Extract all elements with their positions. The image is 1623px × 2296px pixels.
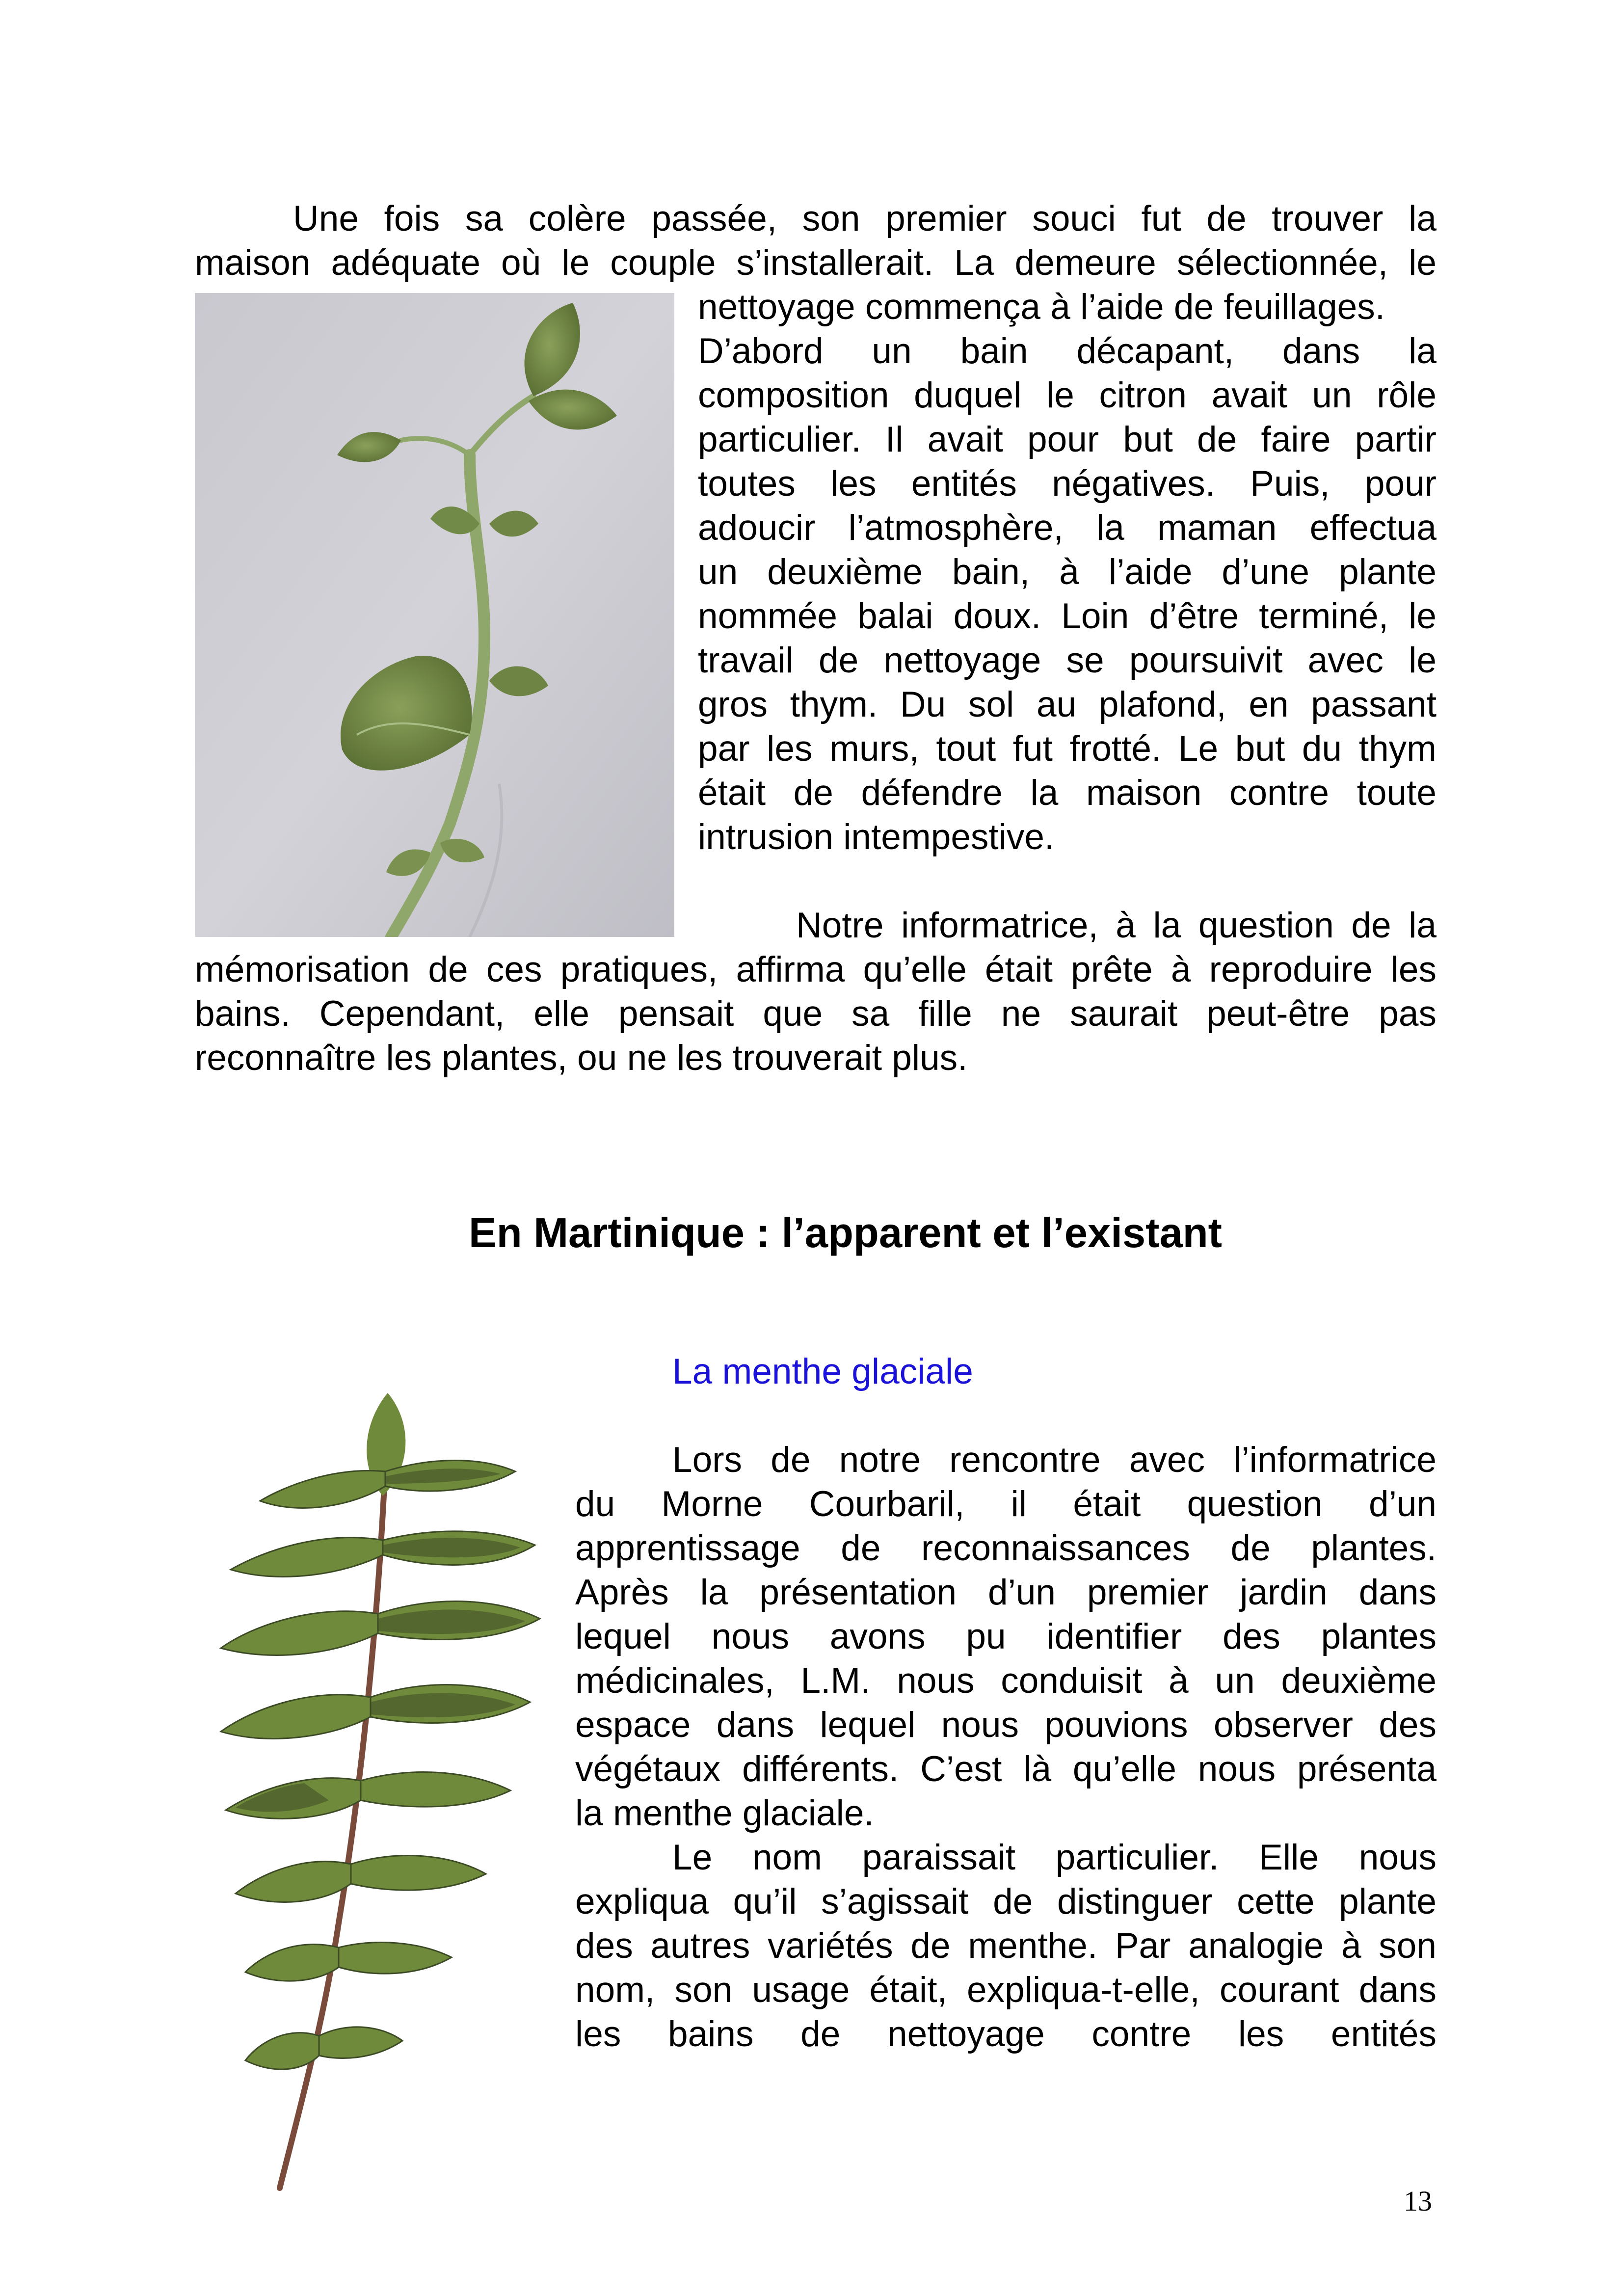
- p1-line-2: maison adéquate où le couple s’installerait. La demeure sélectionnée, le: [195, 243, 1437, 283]
- photo-leafy-sprig: [195, 293, 674, 937]
- p1-line-4: D’abord un bain décapant, dans la: [698, 331, 1437, 371]
- p2-line-2: mémorisation de ces pratiques, affirma qu’elle était prête à reproduire les: [195, 950, 1437, 989]
- p1-line-9: un deuxième bain, à l’aide d’une plante: [698, 552, 1437, 592]
- p1-line-1: Une fois sa colère passée, son premier souci fut de trouver la: [293, 199, 1437, 239]
- p3-line-1: Lors de notre rencontre avec l’informatrice: [672, 1440, 1437, 1480]
- p3-line-5: lequel nous avons pu identifier des plantes: [575, 1617, 1437, 1656]
- p1-line-6: particulier. Il avait pour but de faire partir: [698, 420, 1437, 459]
- p1-line-14: était de défendre la maison contre toute: [698, 773, 1437, 813]
- p3-line-7: espace dans lequel nous pouvions observer des: [575, 1705, 1437, 1745]
- photo-menthe-glaciale: [216, 1383, 550, 2193]
- p3-line-3: apprentissage de reconnaissances de plantes.: [575, 1528, 1437, 1568]
- p1-line-5: composition duquel le citron avait un rôle: [698, 375, 1437, 415]
- subsection-heading: La menthe glaciale: [672, 1352, 973, 1391]
- p3-line-2: du Morne Courbaril, il était question d’un: [575, 1484, 1437, 1524]
- p1-line-12: gros thym. Du sol au plafond, en passant: [698, 685, 1437, 724]
- p1-line-13: par les murs, tout fut frotté. Le but du thym: [698, 729, 1437, 769]
- p1-line-10: nommée balai doux. Loin d’être terminé, le: [698, 596, 1437, 636]
- p4-line-1: Le nom paraissait particulier. Elle nous: [672, 1838, 1437, 1877]
- p3-line-4: Après la présentation d’un premier jardin dans: [575, 1573, 1437, 1612]
- p2-line-1: Notre informatrice, à la question de la: [796, 906, 1437, 945]
- page-number: 13: [1404, 2185, 1432, 2217]
- p1-line-3: nettoyage commença à l’aide de feuillages.: [698, 287, 1385, 327]
- p3-line-9: la menthe glaciale.: [575, 1793, 874, 1833]
- p4-line-5: les bains de nettoyage contre les entités: [575, 2014, 1437, 2054]
- p2-line-4: reconnaître les plantes, ou ne les trouverait plus.: [195, 1038, 968, 1078]
- p1-line-15: intrusion intempestive.: [698, 817, 1055, 857]
- section-heading: En Martinique : l’apparent et l’existant: [469, 1210, 1222, 1256]
- p4-line-3: des autres variétés de menthe. Par analogie à son: [575, 1926, 1437, 1966]
- p4-line-2: expliqua qu’il s’agissait de distinguer cette plante: [575, 1882, 1437, 1922]
- p3-line-8: végétaux différents. C’est là qu’elle nous présenta: [575, 1749, 1437, 1789]
- p4-line-4: nom, son usage était, expliqua-t-elle, courant dans: [575, 1970, 1437, 2010]
- p3-line-6: médicinales, L.M. nous conduisit à un deuxième: [575, 1661, 1437, 1701]
- p1-line-8: adoucir l’atmosphère, la maman effectua: [698, 508, 1437, 548]
- p1-line-11: travail de nettoyage se poursuivit avec le: [698, 641, 1437, 680]
- p2-line-3: bains. Cependant, elle pensait que sa fille ne saurait peut-être pas: [195, 994, 1437, 1034]
- p1-line-7: toutes les entités négatives. Puis, pour: [698, 464, 1437, 504]
